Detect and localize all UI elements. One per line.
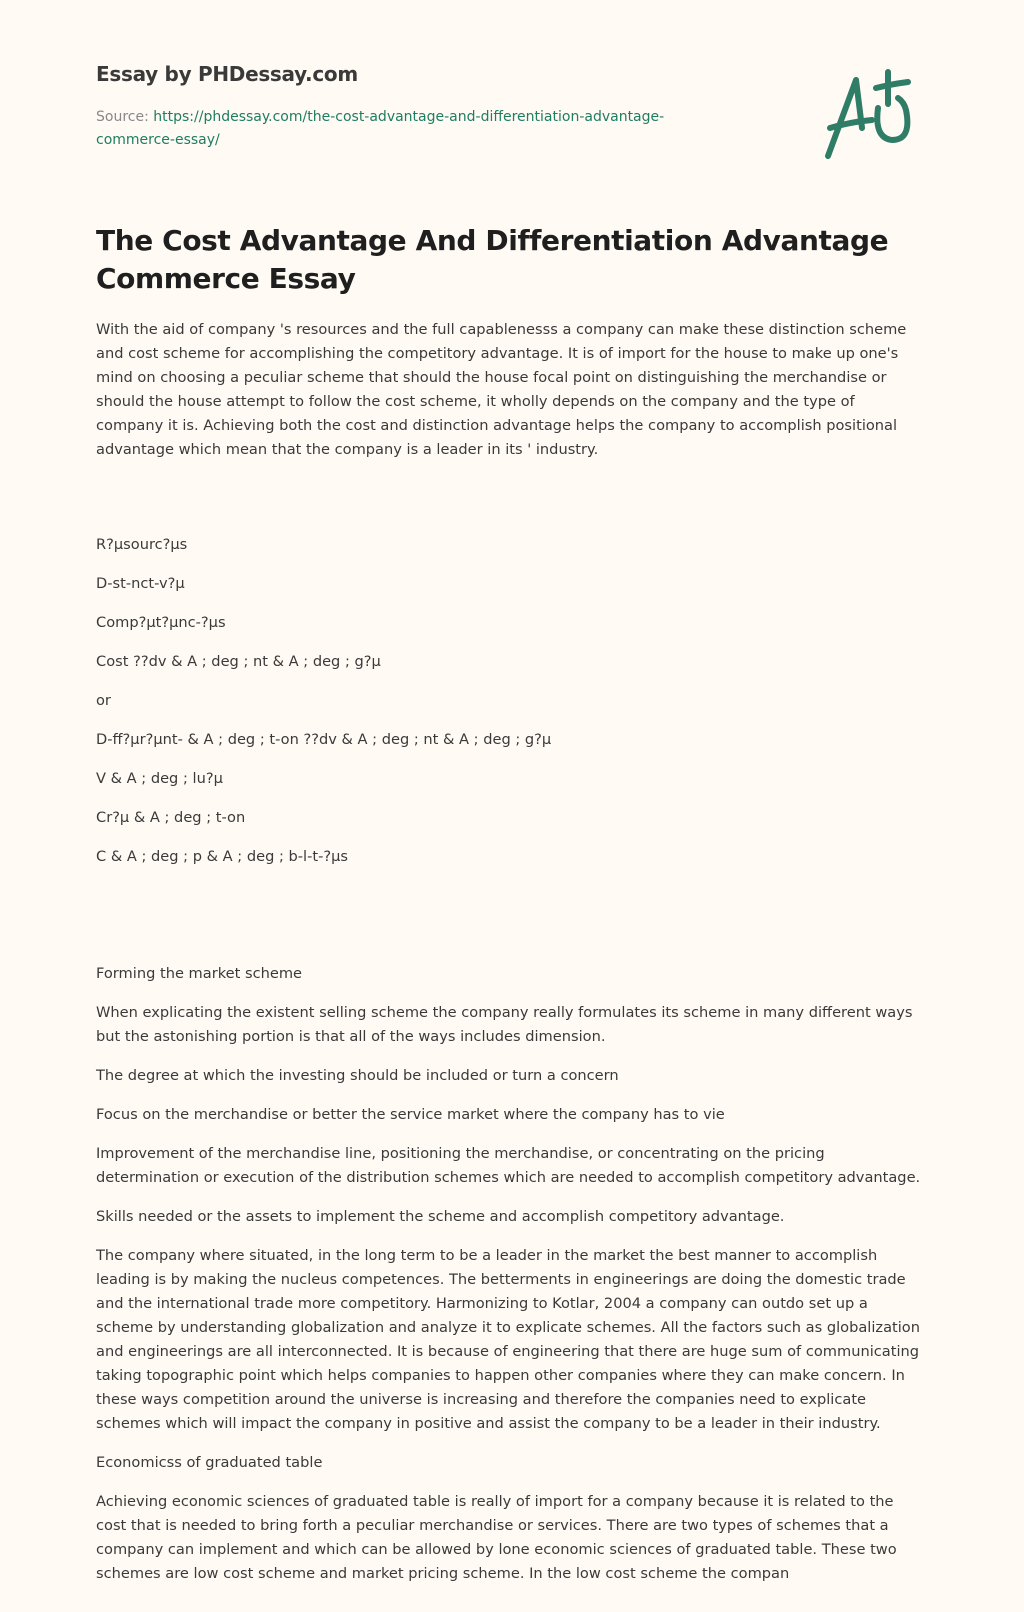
brand-name: Essay by PHDessay.com (96, 62, 358, 86)
essay-title: The Cost Advantage And Differentiation Advantage Commerce Essay (96, 224, 889, 295)
list-item: Cr?µ & A ; deg ; t-on (96, 809, 246, 826)
list-item: or (96, 692, 111, 709)
paragraph: Improvement of the merchandise line, positioning the merchandise, or concentrating on the pricing determination or execution of the distribution schemes which are needed to accomplish competitory advantage. (96, 1145, 921, 1186)
list-item: Cost ??dv & A ; deg ; nt & A ; deg ; g?µ (96, 653, 381, 670)
section-heading: Forming the market scheme (96, 965, 303, 982)
paragraph: When explicating the existent selling scheme the company really formulates its scheme in many different ways but the astonishing portion is that all of the ways includes dimension. (96, 1004, 913, 1045)
list-item: R?µsourc?µs (96, 536, 188, 553)
paragraph: Skills needed or the assets to implement the scheme and accomplish competitory advantage. (96, 1208, 785, 1225)
list-item: C & A ; deg ; p & A ; deg ; b-l-t-?µs (96, 848, 348, 865)
source-label: Source: (96, 109, 154, 125)
source-link[interactable]: https://phdessay.com/the-cost-advantage-and-differentiation-advantage-commerce-essay/ (96, 109, 665, 148)
essay-content (96, 222, 926, 1601)
paragraph: Achieving economic sciences of graduated table is really of import for a company because it is related to the cost that is needed to bring forth a peculiar merchandise or services. There are two types of schemes that a company can implement and which can be allowed by lone economic sciences of graduated table. These two schemes are low cost scheme and market pricing scheme. In the low cost scheme the compan (96, 1493, 897, 1582)
list-item: D-ff?µr?µnt- & A ; deg ; t-on ??dv & A ; deg ; nt & A ; deg ; g?µ (96, 731, 552, 748)
a-plus-logo-icon (820, 68, 930, 168)
paragraph: The company where situated, in the long term to be a leader in the market the best manner to accomplish leading is by making the nucleus competences. The betterments in engineerings are doing the domestic trade and the international trade more competitory. Harmonizing to Kotlar, 2004 a company can outdo set up a scheme by understanding globalization and analyze it to explicate schemes. All the factors such as globalization and engineerings are all interconnected. It is because of engineering that there are huge sum of communicating taking topographic point which helps companies to happen other companies where they can make concern. In these ways competition around the universe is increasing and therefore the companies need to explicate schemes which will impact the company in positive and assist the company to be a leader in their industry. (96, 1247, 920, 1432)
source-line (96, 106, 716, 152)
paragraph: The degree at which the investing should be included or turn a concern (96, 1067, 619, 1084)
intro-paragraph: With the aid of company 's resources and the full capablenesss a company can make these distinction scheme and cost scheme for accomplishing the competitory advantage. It is of import for the house to make up one's mind on choosing a peculiar scheme that should the house focal point on distinguishing the merchandise or should the house attempt to follow the cost scheme, it wholly depends on the company and the type of company it is. Achieving both the cost and distinction advantage helps the company to accomplish positional advantage which mean that the company is a leader in its ' industry. (96, 321, 907, 458)
list-item: V & A ; deg ; lu?µ (96, 770, 223, 787)
section-heading: Economicss of graduated table (96, 1454, 323, 1471)
list-item: Comp?µt?µnc-?µs (96, 614, 226, 631)
list-item: D-st-nct-v?µ (96, 575, 185, 592)
site-header (96, 62, 716, 152)
paragraph: Focus on the merchandise or better the service market where the company has to vie (96, 1106, 725, 1123)
